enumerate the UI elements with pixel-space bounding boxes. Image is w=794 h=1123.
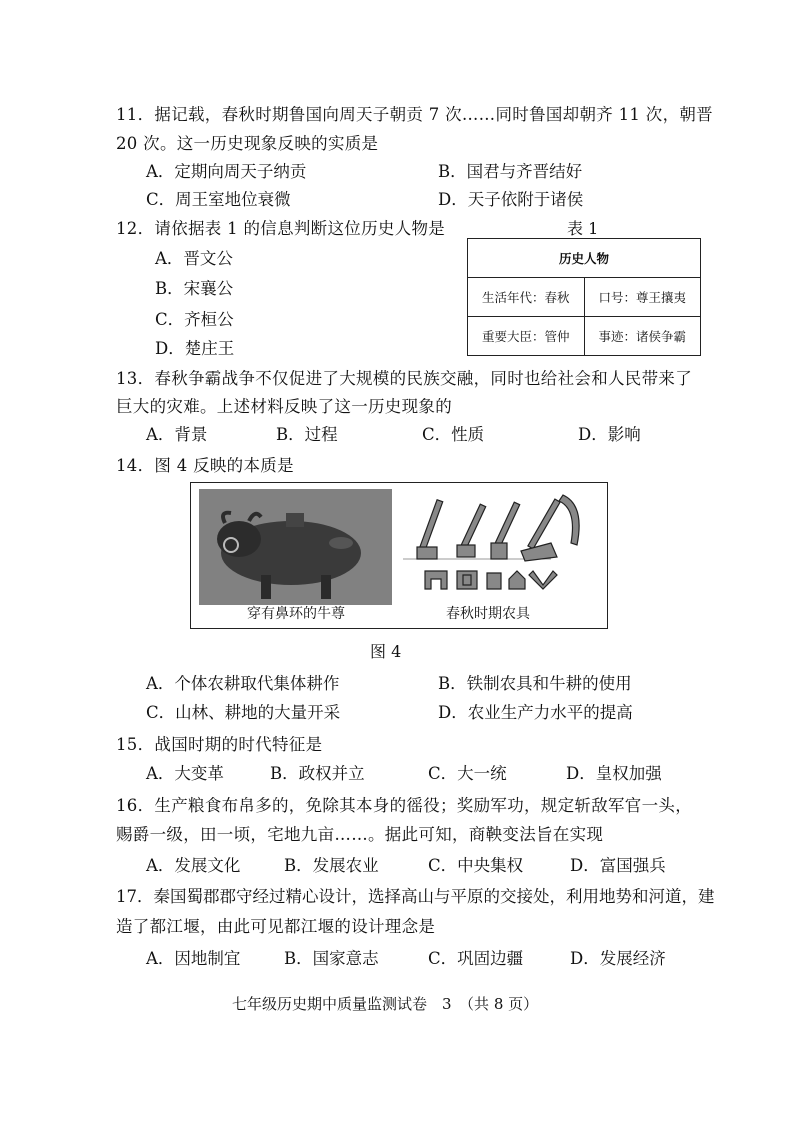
q12-option-d: D．楚庄王	[155, 339, 235, 358]
q11-option-a: A．定期向周天子纳贡	[146, 162, 307, 181]
q14-stem: 14．图 4 反映的本质是	[116, 456, 294, 475]
q17-stem-line2: 造了都江堰，由此可见都江堰的设计理念是	[116, 917, 436, 936]
q17-stem-line1: 17．秦国蜀郡郡守经过精心设计，选择高山与平原的交接处，利用地势和河道，建	[116, 887, 715, 906]
q13-option-d: D．影响	[578, 425, 641, 444]
q13-option-a: A．背景	[146, 425, 208, 444]
table1-cell-deeds: 事迹：诸侯争霸	[584, 317, 701, 356]
q11-option-d: D．天子依附于诸侯	[438, 190, 584, 209]
q16-option-d: D．富国强兵	[570, 856, 666, 875]
q12-stem: 12．请依据表 1 的信息判断这位历史人物是	[116, 219, 446, 238]
table1-cell-minister: 重要大臣：管仲	[468, 317, 585, 356]
q14-option-a: A．个体农耕取代集体耕作	[146, 674, 340, 693]
q14-option-b: B．铁制农具和牛耕的使用	[438, 674, 632, 693]
table1	[467, 238, 701, 356]
q16-option-c: C．中央集权	[428, 856, 524, 875]
table1-cell-era: 生活年代：春秋	[468, 278, 585, 317]
q17-option-b: B．国家意志	[284, 949, 379, 968]
q15-stem: 15．战国时期的时代特征是	[116, 735, 323, 754]
q13-option-c: C．性质	[422, 425, 485, 444]
q14-option-d: D．农业生产力水平的提高	[438, 703, 633, 722]
table1-header: 历史人物	[468, 239, 701, 278]
q16-stem-line1: 16．生产粮食布帛多的，免除其本身的徭役；奖励军功，规定斩敌军官一头，	[116, 796, 692, 815]
q17-option-c: C．巩固边疆	[428, 949, 524, 968]
figure-4-caption-left: 穿有鼻环的牛尊	[247, 606, 345, 622]
q15-option-b: B．政权并立	[270, 764, 365, 783]
q15-option-c: C．大一统	[428, 764, 507, 783]
q17-option-d: D．发展经济	[570, 949, 666, 968]
q14-option-c: C．山林、耕地的大量开采	[146, 703, 341, 722]
q16-stem-line2: 赐爵一级，田一顷，宅地九亩……。据此可知，商鞅变法旨在实现	[116, 825, 604, 844]
figure-4-caption-right: 春秋时期农具	[446, 606, 530, 622]
q13-stem-line2: 巨大的灾难。上述材料反映了这一历史现象的	[116, 397, 452, 416]
q12-option-c: C．齐桓公	[155, 310, 234, 329]
q15-option-a: A．大变革	[146, 764, 224, 783]
q11-stem-line1: 11．据记载，春秋时期鲁国向周天子朝贡 7 次……同时鲁国却朝齐 11 次，朝晋	[116, 105, 713, 124]
q11-option-b: B．国君与齐晋结好	[438, 162, 583, 181]
q15-option-d: D．皇权加强	[566, 764, 662, 783]
q13-option-b: B．过程	[276, 425, 338, 444]
q16-option-b: B．发展农业	[284, 856, 379, 875]
q12-option-a: A．晋文公	[155, 249, 233, 268]
q11-option-c: C．周王室地位衰微	[146, 190, 291, 209]
q16-option-a: A．发展文化	[146, 856, 241, 875]
q17-option-a: A．因地制宜	[146, 949, 241, 968]
figure-4-label: 图 4	[370, 642, 402, 661]
figure-4	[190, 482, 608, 629]
q13-stem-line1: 13．春秋争霸战争不仅促进了大规模的民族交融，同时也给社会和人民带来了	[116, 369, 692, 388]
page-footer: 七年级历史期中质量监测试卷 3 （共 8 页）	[232, 995, 539, 1013]
q11-stem-line2: 20 次。这一历史现象反映的实质是	[116, 134, 379, 153]
table1-cell-slogan: 口号：尊王攘夷	[584, 278, 701, 317]
table1-caption: 表 1	[567, 219, 599, 238]
q12-option-b: B．宋襄公	[155, 279, 234, 298]
